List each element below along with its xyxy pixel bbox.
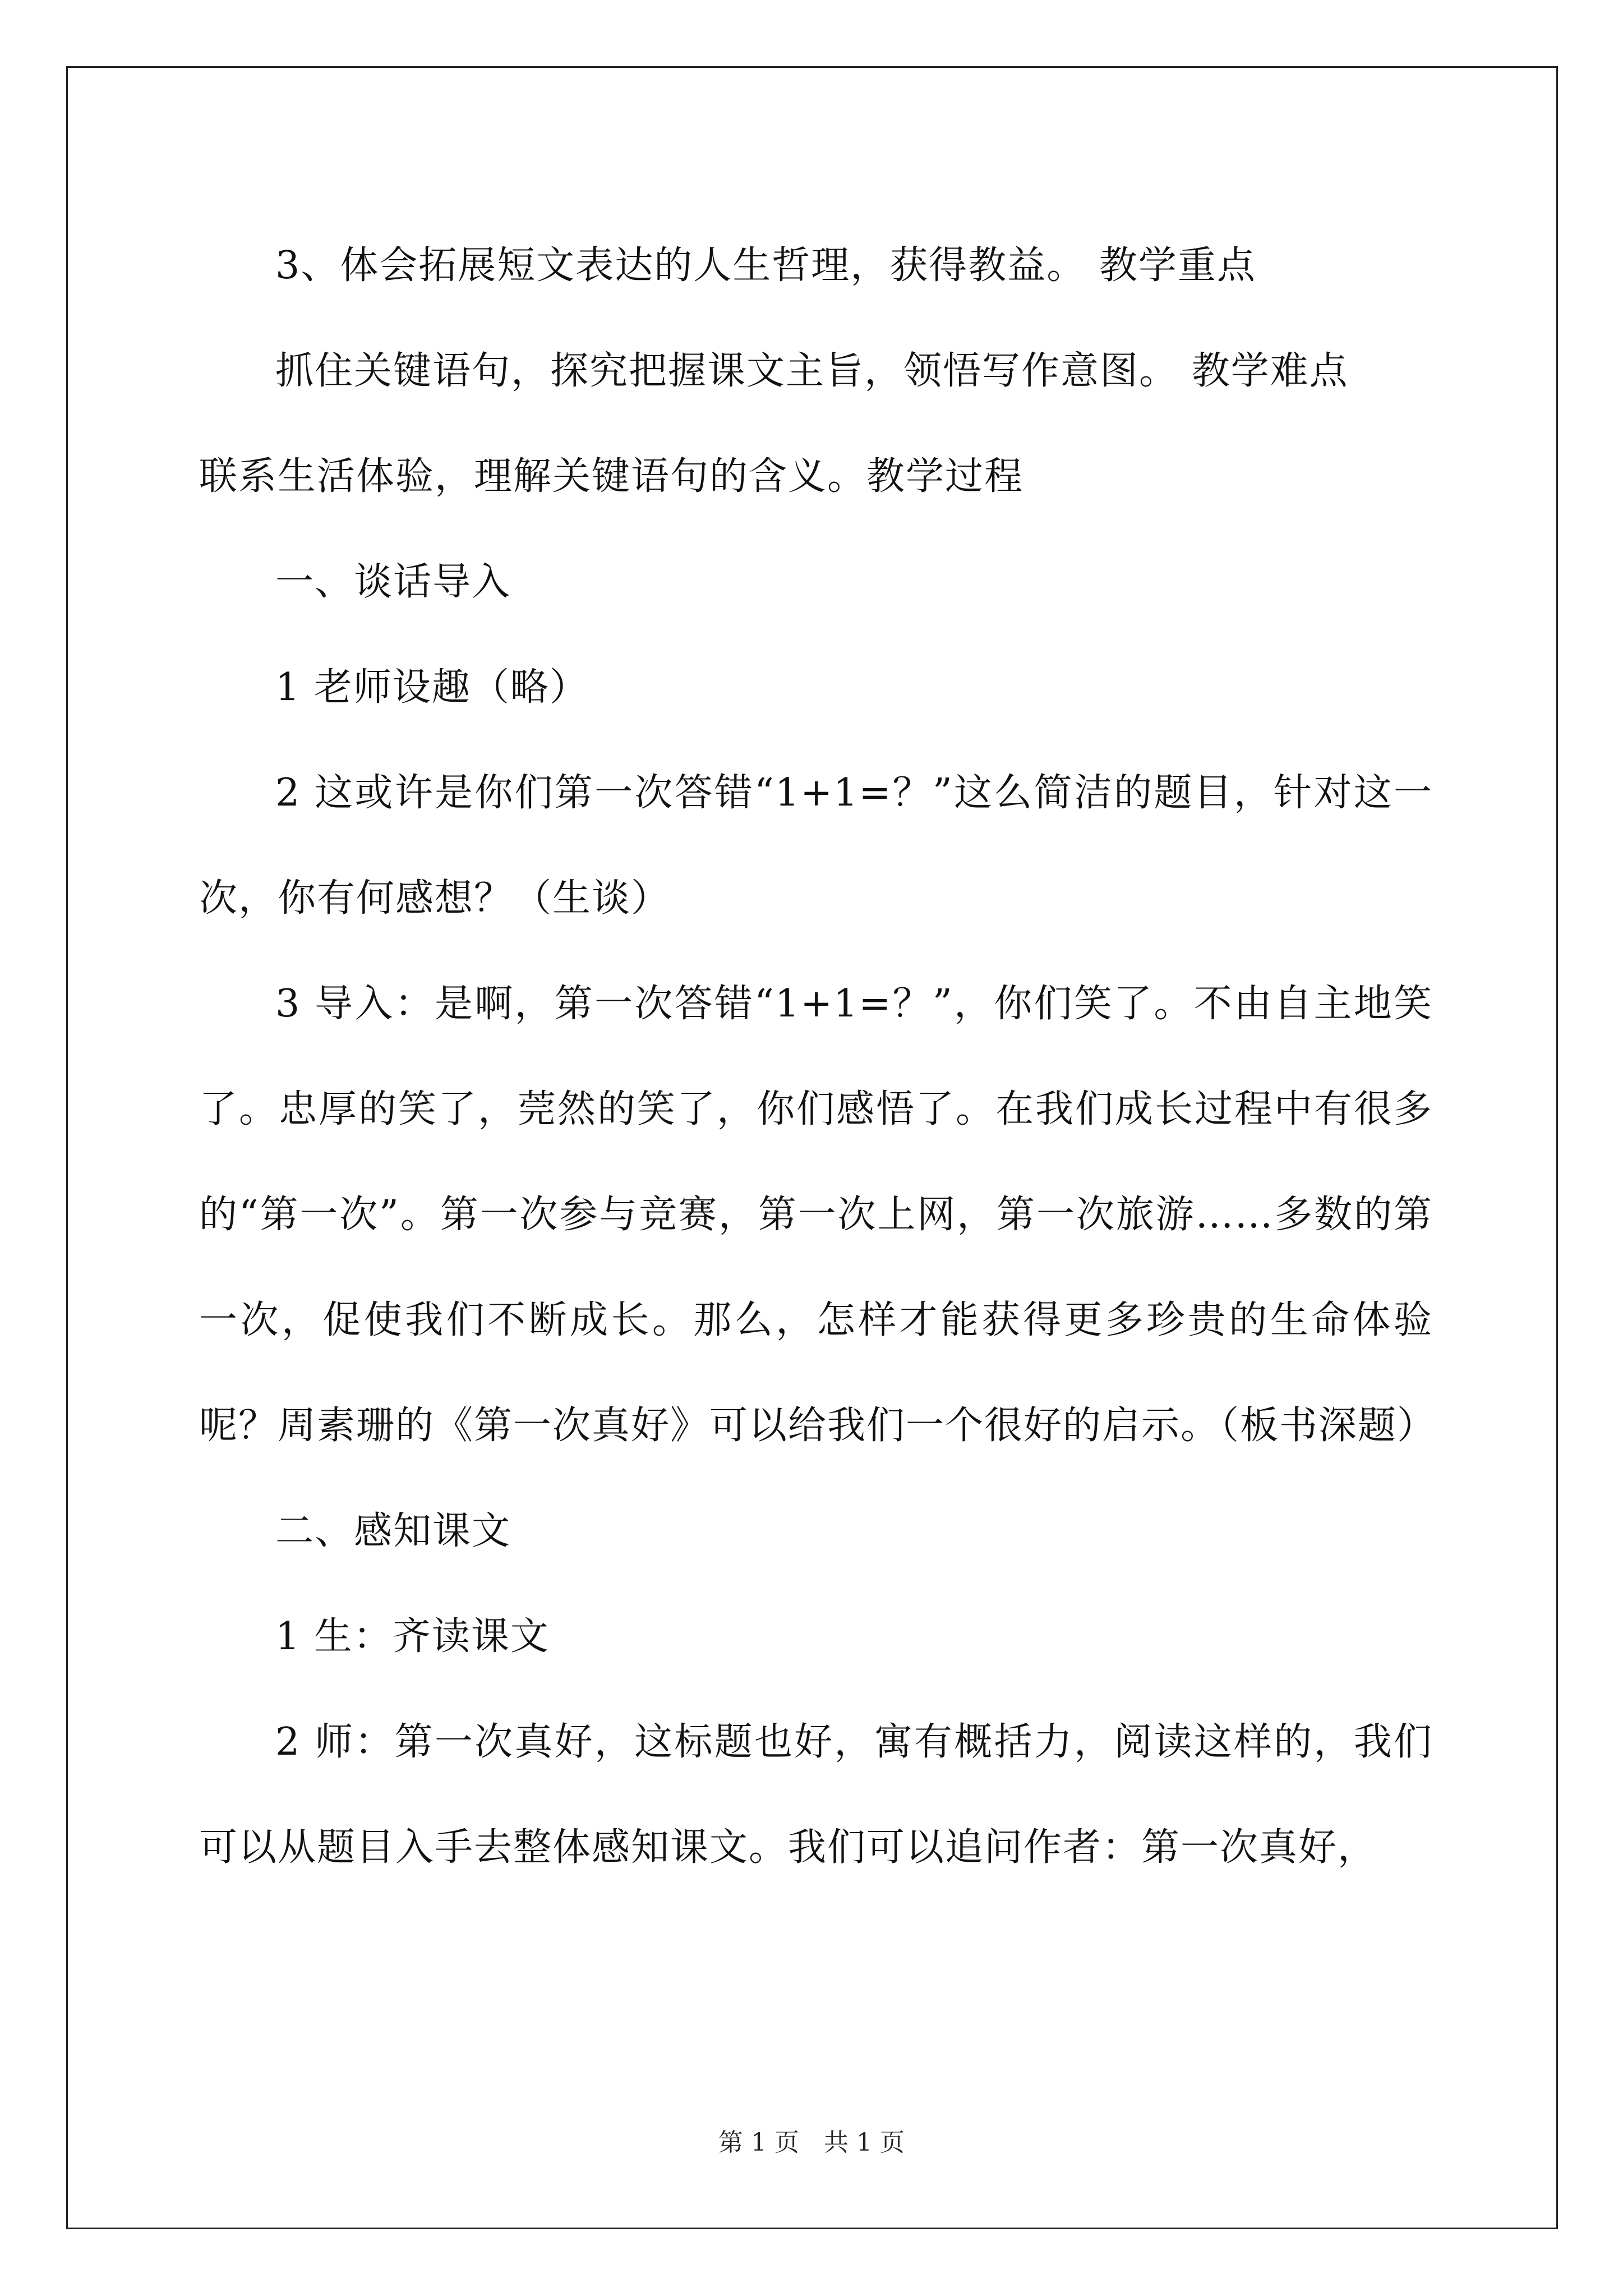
paragraph-objective-3: 3、体会拓展短文表达的人生哲理，获得教益。 教学重点 (275, 243, 1256, 288)
paragraph-step-3: 3 导入：是啊，第一次答错“1+1=？”，你们笑了。不由自主地笑了。忠厚的笑了，莞然的笑了，你们感悟了。在我们成长过程中有很多的“第一次”。第一次参与竞赛，第一次上网，第一次旅游……多数的第一次，促使我们不断成长。那么，怎样才能获得更多珍贵的生命体验呢？周素珊的《第一次真好》可以给我们一个很好的启示。（板书深题） (199, 982, 1437, 1448)
section-heading-perceive: 二、感知课文 (275, 1509, 511, 1553)
section-heading-intro: 一、谈话导入 (275, 560, 511, 604)
document-body (199, 213, 1437, 1901)
paragraph-key-points: 抓住关键语句，探究把握课文主旨，领悟写作意图。 教学难点 (275, 349, 1349, 393)
paragraph-perceive-1: 1 生：齐读课文 (275, 1614, 550, 1659)
paragraph-step-1: 1 老师设趣（略） (275, 665, 589, 710)
page-footer: 第 1 页 共 1 页 (718, 2128, 905, 2157)
paragraph-difficulties: 联系生活体验，理解关键语句的含义。教学过程 (199, 454, 1024, 499)
paragraph-perceive-2: 2 师：第一次真好，这标题也好，寓有概括力，阅读这样的，我们可以从题目入手去整体感知课文。我们可以追问作者：第一次真好， (199, 1720, 1433, 1870)
paragraph-step-2: 2 这或许是你们第一次答错“1+1=？”这么简洁的题目，针对这一次，你有何感想？（生谈） (199, 771, 1433, 921)
